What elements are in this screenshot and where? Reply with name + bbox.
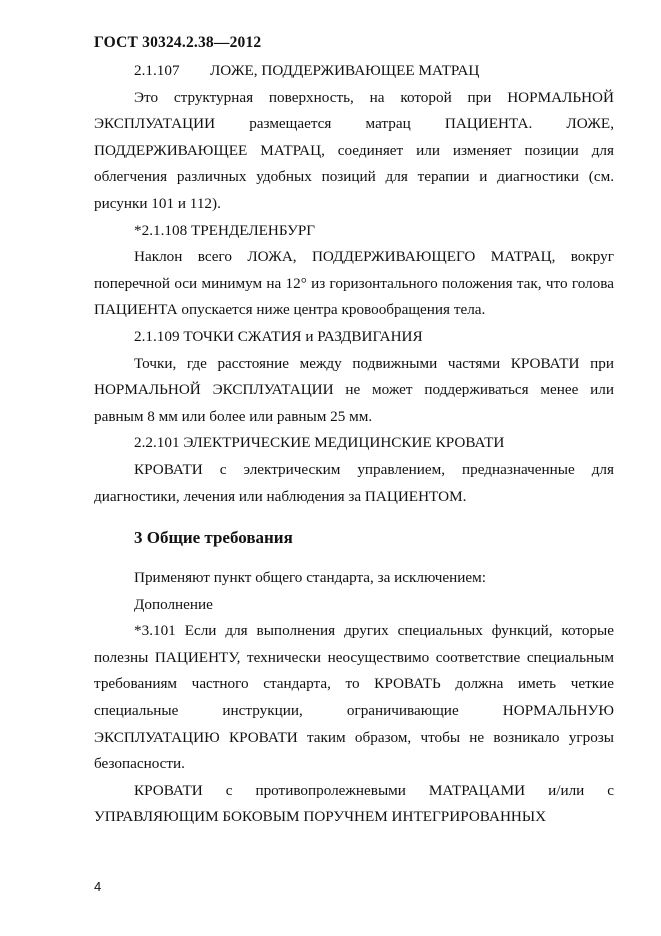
term-heading-2-1-108: *2.1.108 ТРЕНДЕЛЕНБУРГ: [134, 221, 316, 239]
term-title: ЛОЖЕ, ПОДДЕРЖИВАЮЩЕЕ МАТРАЦ: [210, 62, 480, 79]
paragraph-beds: КРОВАТИ с противопролежневыми МАТРАЦАМИ и/или с УПРАВЛЯЮЩИМ БОКОВЫМ ПОРУЧНЕМ ИНТЕГРИРОВАННЫХ: [94, 781, 614, 826]
term-number: 2.1.107: [134, 62, 180, 79]
paragraph-addition: Дополнение: [134, 595, 213, 613]
paragraph-3-101: *3.101 Если для выполнения других специальных функций, которые полезны ПАЦИЕНТУ, технически неосуществимо соответствие специальным требованиям частного стандарта, то КРОВАТЬ должна иметь четкие специальные инструкции, ограничивающие НОРМАЛЬНУЮ ЭКСПЛУАТАЦИЮ КРОВАТИ таким образом, чтобы не возникало угрозы безопасности.: [94, 622, 614, 773]
paragraph-2-1-108: Наклон всего ЛОЖА, ПОДДЕРЖИВАЮЩЕГО МАТРАЦ, вокруг поперечной оси минимум на 12° из горизонтального положения так, что голова ПАЦИЕНТА опускается ниже центра кровообращения тела.: [94, 248, 614, 319]
term-heading-2-1-109: 2.1.109 ТОЧКИ СЖАТИЯ и РАЗДВИГАНИЯ: [134, 327, 423, 345]
term-heading-2-1-107: [94, 58, 614, 85]
page-content: [94, 58, 614, 831]
term-heading-2-2-101: 2.2.101 ЭЛЕКТРИЧЕСКИЕ МЕДИЦИНСКИЕ КРОВАТИ: [134, 434, 505, 452]
paragraph-2-2-101: КРОВАТИ с электрическим управлением, предназначенные для диагностики, лечения или наблюдения за ПАЦИЕНТОМ.: [94, 460, 614, 505]
page-number: 4: [94, 879, 102, 894]
section-title: 3 Общие требования: [134, 528, 293, 548]
paragraph-2-1-107: Это структурная поверхность, на которой при НОРМАЛЬНОЙ ЭКСПЛУАТАЦИИ размещается матрац ПАЦИЕНТА. ЛОЖЕ, ПОДДЕРЖИВАЮЩЕЕ МАТРАЦ, соединяет или изменяет позиции для облегчения различных удобных позиций для терапии и диагностики (см. рисунки 101 и 112).: [94, 88, 614, 212]
paragraph-apply: Применяют пункт общего стандарта, за исключением:: [134, 569, 486, 587]
paragraph-2-1-109: Точки, где расстояние между подвижными частями КРОВАТИ при НОРМАЛЬНОЙ ЭКСПЛУАТАЦИИ не может поддерживаться менее или равным 8 мм или более или равным 25 мм.: [94, 354, 614, 425]
standard-header: ГОСТ 30324.2.38—2012: [94, 34, 262, 51]
